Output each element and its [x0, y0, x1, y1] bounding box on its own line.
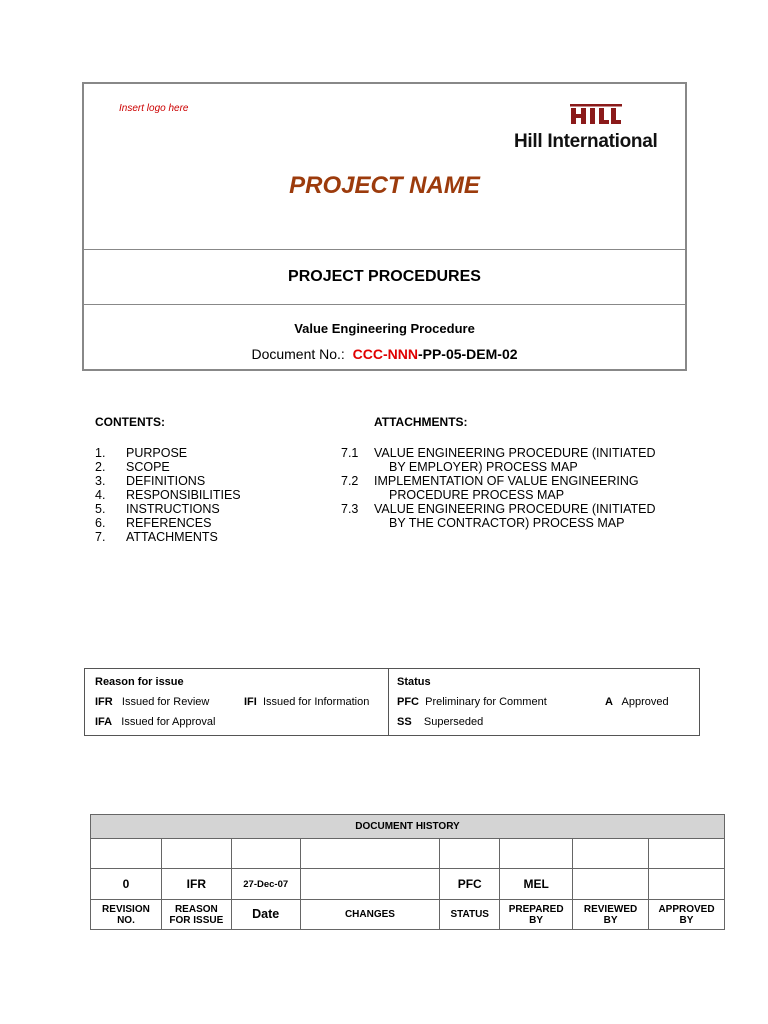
attachments-heading: ATTACHMENTS: — [374, 415, 468, 429]
cell-status: PFC — [440, 869, 500, 900]
document-history-table — [90, 814, 725, 930]
doc-no-label: Document No.: — [251, 346, 345, 362]
list-item: 1. PURPOSE — [95, 446, 188, 460]
issue-status-legend — [84, 668, 700, 736]
project-name: PROJECT NAME — [289, 172, 480, 199]
table-row — [91, 869, 725, 900]
list-item: 7.2 IMPLEMENTATION OF VALUE ENGINEERING PROCEDURE PROCESS MAP — [341, 474, 639, 502]
procedure-title: Value Engineering Procedure — [294, 321, 475, 336]
contents-list — [95, 446, 241, 544]
cell-reason: IFR — [161, 869, 231, 900]
list-item: 4. RESPONSIBILITIES — [95, 488, 241, 502]
label-reviewed: REVIEWED BY — [573, 900, 649, 930]
cell-approved — [649, 869, 725, 900]
doc-no-code: CCC-NNN — [352, 346, 418, 362]
list-item: 5. INSTRUCTIONS — [95, 502, 220, 516]
label-reason: REASON FOR ISSUE — [161, 900, 231, 930]
title-block-top — [84, 84, 685, 250]
contents-heading: CONTENTS: — [95, 415, 165, 429]
label-revision: REVISION NO. — [91, 900, 162, 930]
title-block-middle — [84, 250, 685, 305]
label-changes: CHANGES — [300, 900, 440, 930]
table-header-row — [91, 900, 725, 930]
title-block-bottom — [84, 305, 685, 371]
hill-logo-icon — [570, 104, 622, 126]
cell-date: 27-Dec-07 — [231, 869, 300, 900]
code-ss: SS Superseded — [397, 716, 484, 728]
document-number — [84, 346, 685, 362]
list-item: 2. SCOPE — [95, 460, 170, 474]
cell-changes — [300, 869, 440, 900]
attachments-list — [341, 446, 656, 530]
title-block — [82, 82, 687, 371]
label-prepared: PREPARED BY — [500, 900, 573, 930]
code-pfc: PFC Preliminary for Comment — [397, 696, 547, 708]
company-name: Hill International — [514, 131, 658, 152]
procedures-title: PROJECT PROCEDURES — [288, 268, 481, 285]
label-approved: APPROVED BY — [649, 900, 725, 930]
list-item: 7.3 VALUE ENGINEERING PROCEDURE (INITIATED BY THE CONTRACTOR) PROCESS MAP — [341, 502, 656, 530]
doc-no-suffix: -PP-05-DEM-02 — [417, 346, 518, 362]
list-item: 7. ATTACHMENTS — [95, 530, 218, 544]
logo-placeholder: Insert logo here — [119, 103, 189, 114]
cell-prepared: MEL — [500, 869, 573, 900]
table-row — [91, 839, 725, 869]
list-item: 7.1 VALUE ENGINEERING PROCEDURE (INITIATED BY EMPLOYER) PROCESS MAP — [341, 446, 656, 474]
divider — [388, 669, 389, 735]
list-item: 3. DEFINITIONS — [95, 474, 206, 488]
label-date: Date — [231, 900, 300, 930]
cell-revision: 0 — [91, 869, 162, 900]
code-ifa: IFA Issued for Approval — [95, 716, 216, 728]
cell-reviewed — [573, 869, 649, 900]
code-ifr: IFR Issued for Review — [95, 696, 210, 708]
reason-heading: Reason for issue — [95, 676, 184, 688]
code-ifi: IFI Issued for Information — [244, 696, 370, 708]
status-heading: Status — [397, 676, 431, 688]
history-title: DOCUMENT HISTORY — [91, 815, 725, 839]
code-a: A Approved — [605, 696, 669, 708]
list-item: 6. REFERENCES — [95, 516, 212, 530]
label-status: STATUS — [440, 900, 500, 930]
